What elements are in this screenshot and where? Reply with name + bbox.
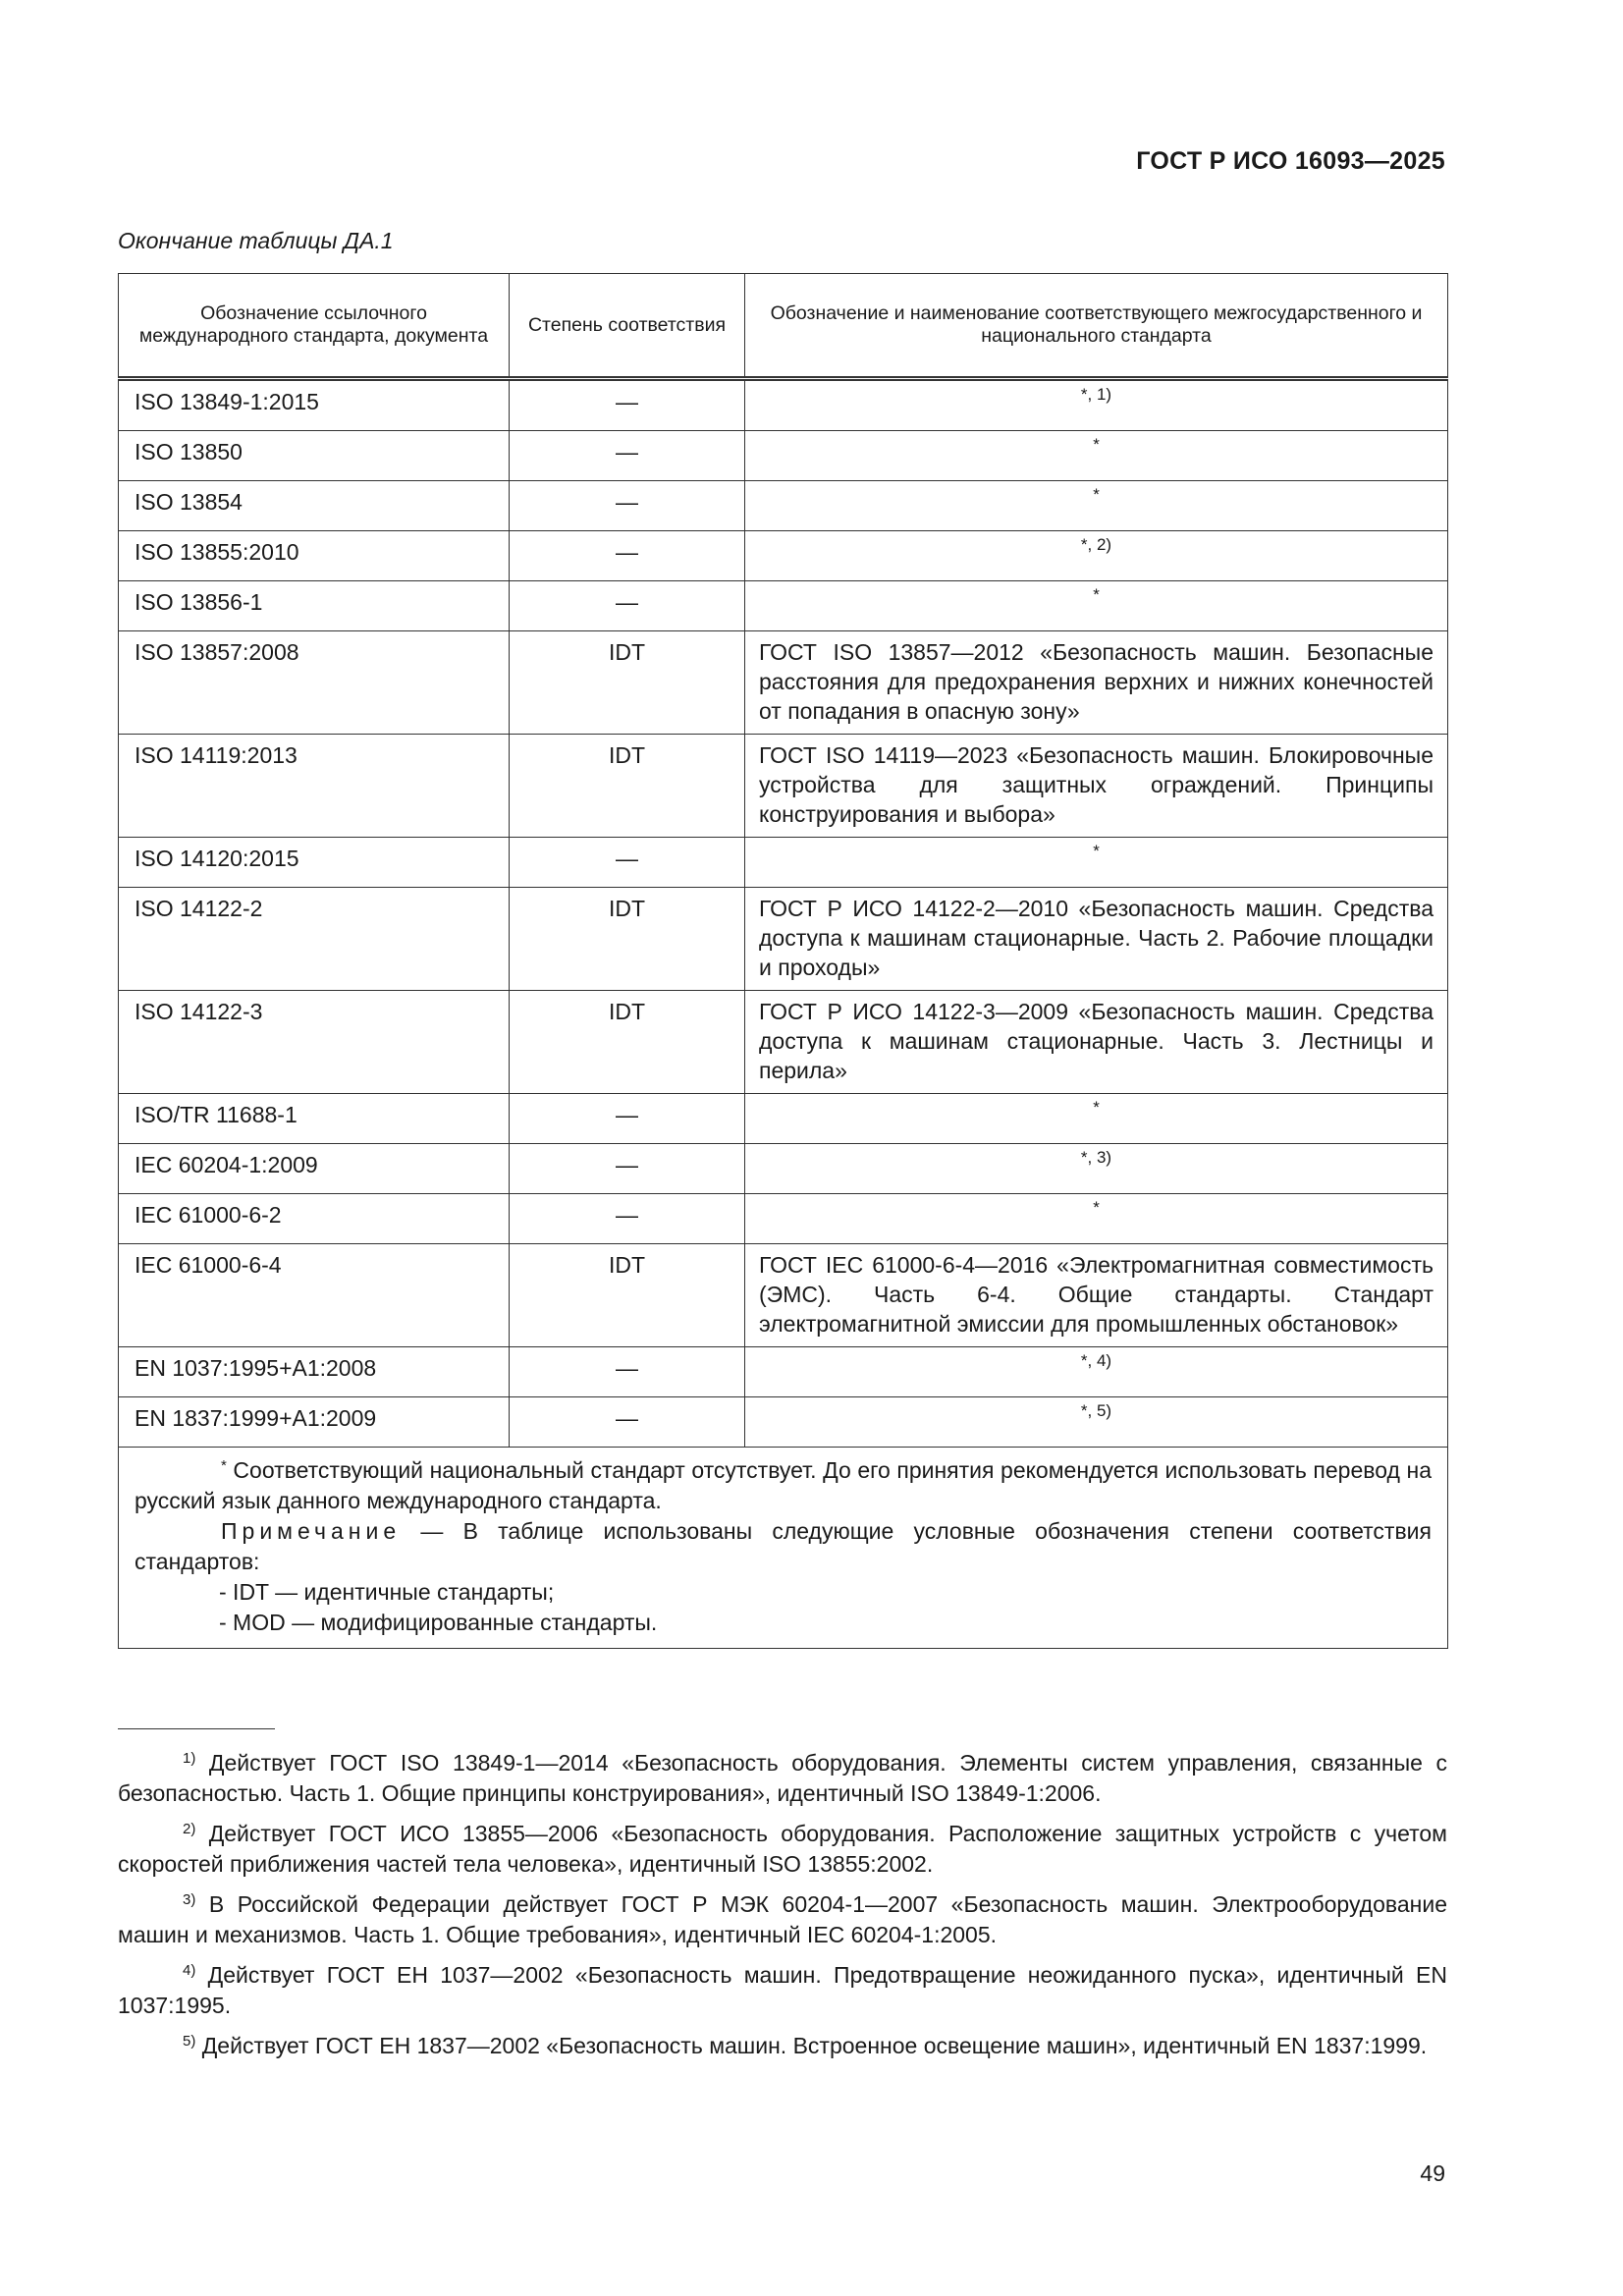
degree-value: — xyxy=(510,1194,745,1244)
reference-code: ISO 14122-3 xyxy=(119,991,510,1094)
reference-code: ISO 13850 xyxy=(119,431,510,481)
table-row xyxy=(119,1094,1448,1144)
asterisk-mark: * xyxy=(1093,1098,1100,1117)
note-list-item: - IDT — идентичные стандарты; xyxy=(219,1579,555,1605)
reference-code: ISO 13857:2008 xyxy=(119,631,510,735)
footnote-divider xyxy=(118,1728,275,1729)
footnote-mark: 3) xyxy=(183,1891,196,1908)
table-row xyxy=(119,735,1448,838)
note-text: — В таблице использованы следующие условные обозначения степени соответствия стандартов: xyxy=(135,1518,1432,1574)
reference-code: ISO 13854 xyxy=(119,481,510,531)
missing-standard-mark xyxy=(745,1397,1448,1448)
table-note xyxy=(119,1448,1448,1649)
footnote xyxy=(118,1748,1447,1809)
asterisk-mark: * xyxy=(1080,1401,1088,1420)
footnote-ref: , 5) xyxy=(1087,1401,1112,1420)
degree-value: — xyxy=(510,1094,745,1144)
table-row xyxy=(119,581,1448,631)
footnote-text: Действует ГОСТ ЕН 1037—2002 «Безопасность машин. Предотвращение неожиданного пуска», идентичный EN 1037:1995. xyxy=(118,1962,1447,2018)
page-number: 49 xyxy=(1420,2160,1445,2186)
table-header-row xyxy=(119,274,1448,379)
note-label: Примечание xyxy=(221,1518,402,1544)
reference-code: ISO 14120:2015 xyxy=(119,838,510,888)
footnote-text: В Российской Федерации действует ГОСТ Р МЭК 60204-1—2007 «Безопасность машин. Электрооборудование машин и механизмов. Часть 1. Общие требования», идентичный IEC 60204-1:2005. xyxy=(118,1891,1447,1947)
asterisk-mark: * xyxy=(1093,585,1100,604)
missing-standard-mark xyxy=(745,1347,1448,1397)
reference-code: ISO/TR 11688-1 xyxy=(119,1094,510,1144)
table-row xyxy=(119,991,1448,1094)
table-row xyxy=(119,838,1448,888)
asterisk-mark: * xyxy=(1080,1351,1088,1370)
footnote-text: Действует ГОСТ ISO 13849-1—2014 «Безопасность оборудования. Элементы систем управления, связанные с безопасностью. Часть 1. Общие принципы конструирования», идентичный ISO 13849-1:2006. xyxy=(118,1750,1447,1806)
asterisk-mark: * xyxy=(1093,485,1100,504)
table-row xyxy=(119,631,1448,735)
missing-standard-mark xyxy=(745,1144,1448,1194)
asterisk-mark: * xyxy=(1080,385,1088,404)
national-standard-text: ГОСТ Р ИСО 14122-3—2009 «Безопасность машин. Средства доступа к машинам стационарные. Часть 3. Лестницы и перила» xyxy=(745,991,1448,1094)
national-standard-text: ГОСТ ISO 14119—2023 «Безопасность машин. Блокировочные устройства для защитных ограждений. Принципы конструирования и выбора» xyxy=(745,735,1448,838)
degree-value: IDT xyxy=(510,991,745,1094)
reference-code: ISO 13849-1:2015 xyxy=(119,379,510,431)
missing-standard-mark xyxy=(745,1094,1448,1144)
note-asterisk-paragraph xyxy=(135,1455,1432,1516)
footnote-ref: , 4) xyxy=(1087,1351,1112,1370)
page-header-standard-id: ГОСТ Р ИСО 16093—2025 xyxy=(1136,147,1445,175)
missing-standard-mark xyxy=(745,531,1448,581)
degree-value: — xyxy=(510,1347,745,1397)
asterisk-mark: * xyxy=(1093,435,1100,454)
missing-standard-mark xyxy=(745,379,1448,431)
missing-standard-mark xyxy=(745,1194,1448,1244)
degree-value: — xyxy=(510,581,745,631)
footnote xyxy=(118,1889,1447,1950)
table-caption: Окончание таблицы ДА.1 xyxy=(118,228,394,253)
reference-code: EN 1037:1995+A1:2008 xyxy=(119,1347,510,1397)
degree-value: — xyxy=(510,1397,745,1448)
table-row xyxy=(119,1397,1448,1448)
reference-code: IEC 61000-6-4 xyxy=(119,1244,510,1347)
table-row xyxy=(119,379,1448,431)
degree-value: IDT xyxy=(510,735,745,838)
note-paragraph xyxy=(135,1516,1432,1577)
asterisk-mark: * xyxy=(1080,1148,1088,1167)
reference-code: IEC 60204-1:2009 xyxy=(119,1144,510,1194)
table-row xyxy=(119,531,1448,581)
footnote xyxy=(118,1960,1447,2021)
table-row xyxy=(119,1194,1448,1244)
national-standard-text: ГОСТ Р ИСО 14122-2—2010 «Безопасность машин. Средства доступа к машинам стационарные. Часть 2. Рабочие площадки и проходы» xyxy=(745,888,1448,991)
footnote-mark: 5) xyxy=(183,2033,196,2050)
missing-standard-mark xyxy=(745,581,1448,631)
reference-code: ISO 13855:2010 xyxy=(119,531,510,581)
footnote-ref: , 1) xyxy=(1087,385,1112,404)
reference-code: ISO 13856-1 xyxy=(119,581,510,631)
column-header-national: Обозначение и наименование соответствующего межгосударственного и национального стандарта xyxy=(745,274,1448,379)
footnote-mark: 1) xyxy=(183,1750,196,1767)
footnote-text: Действует ГОСТ ЕН 1837—2002 «Безопасность машин. Встроенное освещение машин», идентичный EN 1837:1999. xyxy=(195,2033,1428,2058)
asterisk-mark: * xyxy=(1080,535,1088,554)
asterisk-mark: * xyxy=(221,1457,227,1474)
asterisk-mark: * xyxy=(1093,1198,1100,1217)
asterisk-mark: * xyxy=(1093,842,1100,860)
degree-value: IDT xyxy=(510,888,745,991)
degree-value: — xyxy=(510,1144,745,1194)
degree-value: IDT xyxy=(510,1244,745,1347)
degree-value: — xyxy=(510,531,745,581)
table-note-row xyxy=(119,1448,1448,1649)
table-row xyxy=(119,431,1448,481)
footnote-ref: , 3) xyxy=(1087,1148,1112,1167)
footnote xyxy=(118,2031,1447,2061)
footnote-ref: , 2) xyxy=(1087,535,1112,554)
note-list-item: - MOD — модифицированные стандарты. xyxy=(219,1610,658,1635)
reference-code: IEC 61000-6-2 xyxy=(119,1194,510,1244)
table-row xyxy=(119,888,1448,991)
footnote-mark: 2) xyxy=(183,1821,196,1837)
reference-code: EN 1837:1999+A1:2009 xyxy=(119,1397,510,1448)
footnotes xyxy=(118,1748,1447,2071)
degree-value: — xyxy=(510,431,745,481)
footnote xyxy=(118,1819,1447,1880)
column-header-degree: Степень соответствия xyxy=(510,274,745,379)
national-standard-text: ГОСТ IEC 61000-6-4—2016 «Электромагнитная совместимость (ЭМС). Часть 6-4. Общие стандарты. Стандарт электромагнитной эмиссии для промышленных обстановок» xyxy=(745,1244,1448,1347)
missing-standard-mark xyxy=(745,481,1448,531)
table-row xyxy=(119,1244,1448,1347)
footnote-mark: 4) xyxy=(183,1962,196,1979)
reference-code: ISO 14122-2 xyxy=(119,888,510,991)
table-row xyxy=(119,1347,1448,1397)
footnote-text: Действует ГОСТ ИСО 13855—2006 «Безопасность оборудования. Расположение защитных устройств с учетом скоростей приближения частей тела человека», идентичный ISO 13855:2002. xyxy=(118,1821,1447,1877)
table-row xyxy=(119,481,1448,531)
national-standard-text: ГОСТ ISO 13857—2012 «Безопасность машин. Безопасные расстояния для предохранения верхних и нижних конечностей от попадания в опасную зону» xyxy=(745,631,1448,735)
missing-standard-mark xyxy=(745,838,1448,888)
degree-value: — xyxy=(510,481,745,531)
degree-value: — xyxy=(510,838,745,888)
degree-value: — xyxy=(510,379,745,431)
column-header-reference: Обозначение ссылочного международного стандарта, документа xyxy=(119,274,510,379)
missing-standard-mark xyxy=(745,431,1448,481)
table-row xyxy=(119,1144,1448,1194)
note-asterisk-text: Соответствующий национальный стандарт отсутствует. До его принятия рекомендуется использовать перевод на русский язык данного международного стандарта. xyxy=(135,1457,1432,1513)
reference-code: ISO 14119:2013 xyxy=(119,735,510,838)
correspondence-table xyxy=(118,273,1448,1649)
degree-value: IDT xyxy=(510,631,745,735)
